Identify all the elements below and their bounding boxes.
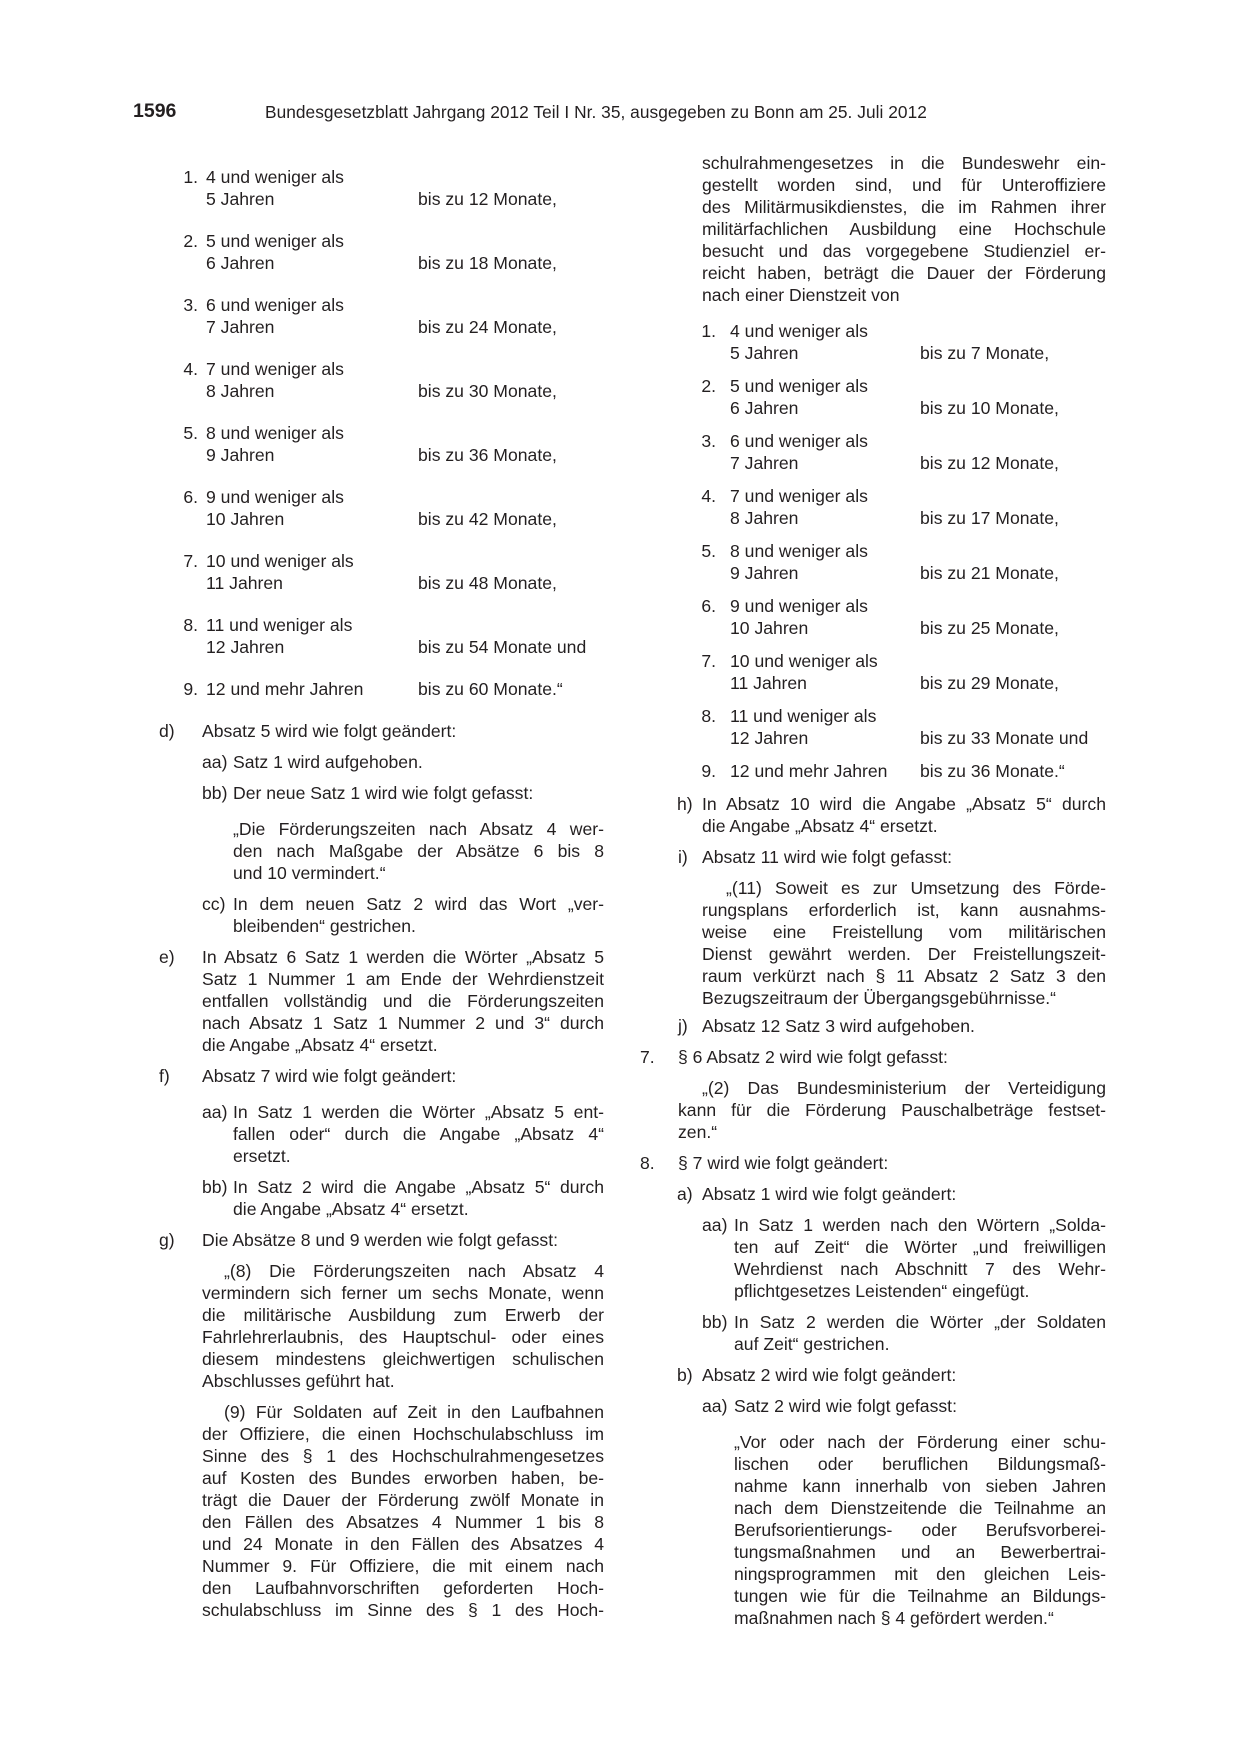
item-d-aa-text: Satz 1 wird aufgehoben. bbox=[233, 752, 423, 772]
text-line: reicht haben, beträgt die Dauer der Förderung bbox=[702, 263, 1106, 283]
schedule-row-duration-years: 12 Jahren bbox=[730, 728, 809, 748]
text-line: den Laufbahnvorschriften geforderten Hoch- bbox=[202, 1578, 604, 1598]
schedule-row-duration: 6 und weniger als bbox=[206, 295, 344, 315]
schedule-row-duration: 8 und weniger als bbox=[206, 423, 344, 443]
item-g-paragraph-9 bbox=[176, 1401, 604, 1621]
item-f-bb-label: bb) bbox=[202, 1177, 228, 1197]
quote-line: tungen wie für die Teilnahme an Bildungs- bbox=[734, 1586, 1106, 1606]
schedule-row bbox=[646, 540, 1106, 584]
schedule-row bbox=[176, 486, 604, 530]
schedule-row-number: 2. bbox=[183, 231, 198, 251]
text-line: schulrahmengesetzes in die Bundeswehr ein- bbox=[702, 153, 1106, 173]
schedule-row-duration-years: 7 Jahren bbox=[206, 317, 275, 337]
schedule-row bbox=[646, 430, 1106, 474]
item-f-aa bbox=[176, 1101, 604, 1167]
schedule-row-duration-years: 11 Jahren bbox=[206, 573, 283, 593]
schedule-row-duration-years: 6 Jahren bbox=[206, 253, 275, 273]
schedule-row bbox=[176, 230, 604, 274]
schedule-row bbox=[176, 422, 604, 466]
schedule-row-duration-years: 12 Jahren bbox=[206, 637, 285, 657]
item-d-cc-label: cc) bbox=[202, 894, 226, 914]
quote-line: nach dem Dienstzeitende die Teilnahme an bbox=[734, 1498, 1106, 1518]
quote-line: „Die Förderungszeiten nach Absatz 4 wer- bbox=[233, 819, 604, 839]
quote-line: „(2) Das Bundesministerium der Verteidigung bbox=[702, 1078, 1106, 1098]
schedule-row-range: bis zu 60 Monate.“ bbox=[418, 679, 563, 699]
right-column bbox=[640, 152, 1106, 1629]
schedule-row bbox=[176, 550, 604, 594]
text-line: ten auf Zeit“ die Wörter „und freiwilligen bbox=[734, 1237, 1106, 1257]
text-line: die militärische Ausbildung zum Erwerb der bbox=[202, 1305, 604, 1325]
schedule-row-duration-years: 9 Jahren bbox=[730, 563, 799, 583]
text-line: bleibenden“ gestrichen. bbox=[233, 916, 416, 936]
quote-line: rungsplans erforderlich ist, kann ausnahms- bbox=[702, 900, 1106, 920]
text-line: fallen oder“ durch die Angabe „Absatz 4“ bbox=[233, 1124, 604, 1144]
text-line: ersetzt. bbox=[233, 1146, 291, 1166]
schedule-row-number: 3. bbox=[701, 431, 716, 451]
schedule-row-range: bis zu 17 Monate, bbox=[920, 508, 1059, 528]
text-line: Satz 1 Nummer 1 am Ende der Wehrdienstzeit bbox=[202, 969, 604, 989]
quote-line: maßnahmen nach § 4 gefördert werden.“ bbox=[734, 1608, 1054, 1628]
quote-line: lischen oder beruflichen Bildungsmaß- bbox=[734, 1454, 1106, 1474]
item-g-paragraph-8 bbox=[176, 1260, 604, 1392]
item-d bbox=[159, 720, 604, 742]
text-line: In Satz 2 wird die Angabe „Absatz 5“ durch bbox=[233, 1177, 604, 1197]
schedule-row-number: 4. bbox=[183, 359, 198, 379]
text-line: die Angabe „Absatz 4“ ersetzt. bbox=[702, 816, 938, 836]
schedule-row-duration: 8 und weniger als bbox=[730, 541, 868, 561]
text-line: (9) Für Soldaten auf Zeit in den Laufbahnen bbox=[224, 1402, 604, 1422]
running-title: Bundesgesetzblatt Jahrgang 2012 Teil I Nr. 35, ausgegeben zu Bonn am 25. Juli 2012 bbox=[265, 102, 927, 122]
item-f bbox=[159, 1065, 604, 1087]
item-g bbox=[159, 1229, 604, 1251]
item-8-b-quote bbox=[646, 1431, 1106, 1629]
quote-line: zen.“ bbox=[678, 1122, 718, 1142]
schedule-row-duration: 11 und weniger als bbox=[206, 615, 353, 635]
item-f-label: f) bbox=[159, 1066, 170, 1086]
item-d-cc bbox=[176, 893, 604, 937]
schedule-row-range: bis zu 54 Monate und bbox=[418, 637, 587, 657]
left-column bbox=[159, 166, 604, 1621]
text-line: die Angabe „Absatz 4“ ersetzt. bbox=[202, 1035, 438, 1055]
item-8-a-bb bbox=[646, 1311, 1106, 1355]
schedule-row-range: bis zu 29 Monate, bbox=[920, 673, 1059, 693]
schedule-row bbox=[176, 614, 604, 658]
schedule-row-range: bis zu 21 Monate, bbox=[920, 563, 1059, 583]
text-line: schulabschluss im Sinne des § 1 des Hoch- bbox=[202, 1600, 604, 1620]
quote-line: ningsprogrammen mit den gleichen Leis- bbox=[734, 1564, 1106, 1584]
item-j bbox=[646, 1015, 1106, 1037]
schedule-row-duration: 6 und weniger als bbox=[730, 431, 868, 451]
item-8-a-aa bbox=[646, 1214, 1106, 1302]
text-line: In Absatz 6 Satz 1 werden die Wörter „Absatz 5 bbox=[202, 947, 604, 967]
text-line: und 24 Monate in den Fällen des Absatzes 4 bbox=[202, 1534, 604, 1554]
item-i bbox=[646, 846, 1106, 868]
item-d-text: Absatz 5 wird wie folgt geändert: bbox=[202, 721, 457, 741]
item-i-text: Absatz 11 wird wie folgt gefasst: bbox=[702, 847, 953, 867]
schedule-row-range: bis zu 36 Monate, bbox=[418, 445, 557, 465]
item-g-text: Die Absätze 8 und 9 werden wie folgt gefasst: bbox=[202, 1230, 558, 1250]
text-line: nach einer Dienstzeit von bbox=[702, 285, 900, 305]
item-8-b-label: b) bbox=[677, 1365, 693, 1385]
item-f-bb bbox=[176, 1176, 604, 1220]
schedule-row-duration: 12 und mehr Jahren bbox=[206, 679, 364, 699]
schedule-row-duration: 11 und weniger als bbox=[730, 706, 877, 726]
text-line: pflichtgesetzes Leistenden“ eingefügt. bbox=[734, 1281, 1030, 1301]
schedule-row-duration-years: 11 Jahren bbox=[730, 673, 807, 693]
item-d-aa bbox=[176, 751, 604, 773]
schedule-row-range: bis zu 12 Monate, bbox=[418, 189, 557, 209]
schedule-row-duration: 4 und weniger als bbox=[206, 167, 344, 187]
schedule-row-number: 5. bbox=[183, 423, 198, 443]
text-line: Nummer 9. Für Offiziere, die mit einem nach bbox=[202, 1556, 604, 1576]
schedule-row-duration: 10 und weniger als bbox=[730, 651, 878, 671]
schedule-row-duration: 9 und weniger als bbox=[730, 596, 868, 616]
item-e bbox=[159, 946, 604, 1056]
schedule-row bbox=[646, 485, 1106, 529]
text-line: „(8) Die Förderungszeiten nach Absatz 4 bbox=[224, 1261, 604, 1281]
text-line: nach Absatz 1 Satz 1 Nummer 2 und 3“ durch bbox=[202, 1013, 604, 1033]
schedule-row-range: bis zu 33 Monate und bbox=[920, 728, 1089, 748]
text-line: der Offiziere, die einen Hochschulabschluss im bbox=[202, 1424, 604, 1444]
item-7-text: § 6 Absatz 2 wird wie folgt gefasst: bbox=[678, 1047, 948, 1067]
item-8-a-text: Absatz 1 wird wie folgt geändert: bbox=[702, 1184, 957, 1204]
schedule-row-number: 8. bbox=[183, 615, 198, 635]
schedule-row-duration-years: 8 Jahren bbox=[730, 508, 799, 528]
schedule-row-number: 6. bbox=[183, 487, 198, 507]
schedule-row-duration-years: 8 Jahren bbox=[206, 381, 275, 401]
schedule-row bbox=[646, 320, 1106, 364]
schedule-row-number: 4. bbox=[701, 486, 716, 506]
text-line: trägt die Dauer der Förderung zwölf Monate in bbox=[202, 1490, 604, 1510]
item-7-label: 7. bbox=[640, 1047, 655, 1067]
text-line: Wehrdienst nach Abschnitt 7 des Wehr- bbox=[734, 1259, 1106, 1279]
page-number: 1596 bbox=[133, 100, 177, 122]
schedule-row-number: 7. bbox=[701, 651, 716, 671]
text-line: auf Kosten des Bundes erworben haben, be- bbox=[202, 1468, 604, 1488]
text-line: militärfachlichen Ausbildung eine Hochschule bbox=[702, 219, 1106, 239]
text-line: vermindern sich ferner um sechs Monate, wenn bbox=[202, 1283, 604, 1303]
schedule-row bbox=[646, 650, 1106, 694]
item-8-b-aa-label: aa) bbox=[702, 1396, 728, 1416]
schedule-row-number: 3. bbox=[183, 295, 198, 315]
quote-line: weise eine Freistellung vom militärischen bbox=[702, 922, 1106, 942]
left-schedule-table bbox=[176, 166, 604, 700]
schedule-row-duration: 5 und weniger als bbox=[730, 376, 868, 396]
quote-line: Bezugszeitraum der Übergangsgebührnisse.“ bbox=[702, 988, 1057, 1008]
quote-line: nahme kann innerhalb von sieben Jahren bbox=[734, 1476, 1106, 1496]
item-8-text: § 7 wird wie folgt geändert: bbox=[678, 1153, 889, 1173]
item-8-a-aa-label: aa) bbox=[702, 1215, 728, 1235]
item-8-b-aa bbox=[646, 1395, 1106, 1417]
schedule-row-duration: 7 und weniger als bbox=[730, 486, 868, 506]
schedule-row bbox=[646, 595, 1106, 639]
quote-line: den nach Maßgabe der Absätze 6 bis 8 bbox=[233, 841, 604, 861]
text-line: In Satz 2 werden die Wörter „der Soldaten bbox=[734, 1312, 1106, 1332]
schedule-row-duration-years: 10 Jahren bbox=[730, 618, 809, 638]
item-7-quote bbox=[646, 1077, 1106, 1143]
right-intro-paragraph bbox=[646, 152, 1106, 306]
quote-line: „Vor oder nach der Förderung einer schu- bbox=[734, 1432, 1106, 1452]
text-line: In Satz 1 werden nach den Wörtern „Solda- bbox=[734, 1215, 1106, 1235]
schedule-row-range: bis zu 25 Monate, bbox=[920, 618, 1059, 638]
schedule-row-range: bis zu 48 Monate, bbox=[418, 573, 557, 593]
item-g-label: g) bbox=[159, 1230, 175, 1250]
schedule-row-range: bis zu 10 Monate, bbox=[920, 398, 1059, 418]
item-h-label: h) bbox=[677, 794, 693, 814]
schedule-row-duration: 10 und weniger als bbox=[206, 551, 354, 571]
text-line: Abschlusses geführt hat. bbox=[202, 1371, 395, 1391]
item-f-text: Absatz 7 wird wie folgt geändert: bbox=[202, 1066, 457, 1086]
schedule-row-number: 7. bbox=[183, 551, 198, 571]
schedule-row-duration-years: 5 Jahren bbox=[206, 189, 275, 209]
item-d-aa-label: aa) bbox=[202, 752, 228, 772]
schedule-row-duration: 12 und mehr Jahren bbox=[730, 761, 888, 781]
item-8 bbox=[640, 1152, 1106, 1174]
quote-line: tungsmaßnahmen und an Bewerbertrai- bbox=[734, 1542, 1106, 1562]
item-d-bb-label: bb) bbox=[202, 783, 228, 803]
schedule-row bbox=[176, 294, 604, 338]
item-8-b-aa-text: Satz 2 wird wie folgt gefasst: bbox=[734, 1396, 957, 1416]
item-8-a-bb-label: bb) bbox=[702, 1312, 728, 1332]
text-line: In Satz 1 werden die Wörter „Absatz 5 ent- bbox=[233, 1102, 604, 1122]
text-line: In Absatz 10 wird die Angabe „Absatz 5“ durch bbox=[702, 794, 1106, 814]
item-i-quote bbox=[646, 877, 1106, 1009]
schedule-row-range: bis zu 12 Monate, bbox=[920, 453, 1059, 473]
schedule-row bbox=[176, 358, 604, 402]
item-7 bbox=[640, 1046, 1106, 1068]
item-f-aa-label: aa) bbox=[202, 1102, 228, 1122]
item-8-a bbox=[646, 1183, 1106, 1205]
schedule-row-duration: 9 und weniger als bbox=[206, 487, 344, 507]
quote-line: „(11) Soweit es zur Umsetzung des Förde- bbox=[726, 878, 1106, 898]
item-j-text: Absatz 12 Satz 3 wird aufgehoben. bbox=[702, 1016, 975, 1036]
item-e-label: e) bbox=[159, 947, 175, 967]
text-line: diesem mindestens gleichwertigen schulischen bbox=[202, 1349, 604, 1369]
item-i-label: i) bbox=[678, 847, 688, 867]
schedule-row-duration: 4 und weniger als bbox=[730, 321, 868, 341]
quote-line: Dienst gewährt werden. Der Freistellungszeit- bbox=[702, 944, 1106, 964]
schedule-row-duration-years: 5 Jahren bbox=[730, 343, 799, 363]
text-line: besucht und das vorgegebene Studienziel er- bbox=[702, 241, 1106, 261]
schedule-row-range: bis zu 24 Monate, bbox=[418, 317, 557, 337]
text-line: Sinne des § 1 des Hochschulrahmengesetzes bbox=[202, 1446, 604, 1466]
text-line: des Militärmusikdienstes, die im Rahmen ihrer bbox=[702, 197, 1106, 217]
schedule-row-range: bis zu 7 Monate, bbox=[920, 343, 1050, 363]
quote-line: Berufsorientierungs- oder Berufsvorberei- bbox=[734, 1520, 1106, 1540]
quote-line: kann für die Förderung Pauschalbeträge festset- bbox=[678, 1100, 1106, 1120]
text-line: In dem neuen Satz 2 wird das Wort „ver- bbox=[233, 894, 604, 914]
quote-line: und 10 vermindert.“ bbox=[233, 863, 386, 883]
schedule-row-range: bis zu 42 Monate, bbox=[418, 509, 557, 529]
schedule-row-number: 6. bbox=[701, 596, 716, 616]
schedule-row-number: 9. bbox=[183, 679, 198, 699]
schedule-row bbox=[646, 760, 1106, 782]
schedule-row-number: 1. bbox=[183, 167, 198, 187]
item-h bbox=[646, 793, 1106, 837]
schedule-row bbox=[646, 705, 1106, 749]
schedule-row bbox=[176, 678, 604, 700]
schedule-row-duration-years: 7 Jahren bbox=[730, 453, 799, 473]
schedule-row-number: 9. bbox=[701, 761, 716, 781]
item-8-label: 8. bbox=[640, 1153, 655, 1173]
item-8-b bbox=[646, 1364, 1106, 1386]
item-d-bb-text: Der neue Satz 1 wird wie folgt gefasst: bbox=[233, 783, 534, 803]
schedule-row-duration-years: 6 Jahren bbox=[730, 398, 799, 418]
schedule-row-range: bis zu 18 Monate, bbox=[418, 253, 557, 273]
text-line: gestellt worden sind, und für Unteroffiziere bbox=[702, 175, 1106, 195]
text-line: die Angabe „Absatz 4“ ersetzt. bbox=[233, 1199, 469, 1219]
schedule-row-duration: 5 und weniger als bbox=[206, 231, 344, 251]
schedule-row-range: bis zu 36 Monate.“ bbox=[920, 761, 1065, 781]
schedule-row-duration: 7 und weniger als bbox=[206, 359, 344, 379]
item-j-label: j) bbox=[678, 1016, 688, 1036]
item-8-a-label: a) bbox=[677, 1184, 693, 1204]
schedule-row-number: 2. bbox=[701, 376, 716, 396]
text-line: auf Zeit“ gestrichen. bbox=[734, 1334, 890, 1354]
text-line: entfallen vollständig und die Förderungszeiten bbox=[202, 991, 604, 1011]
schedule-row-number: 5. bbox=[701, 541, 716, 561]
schedule-row bbox=[646, 375, 1106, 419]
schedule-row-number: 8. bbox=[701, 706, 716, 726]
right-schedule-table bbox=[646, 320, 1106, 782]
item-8-b-text: Absatz 2 wird wie folgt geändert: bbox=[702, 1365, 957, 1385]
text-line: den Fällen des Absatzes 4 Nummer 1 bis 8 bbox=[202, 1512, 604, 1532]
text-line: Fahrlehrerlaubnis, des Hauptschul- oder eines bbox=[202, 1327, 604, 1347]
item-d-label: d) bbox=[159, 721, 175, 741]
schedule-row-duration-years: 10 Jahren bbox=[206, 509, 285, 529]
schedule-row-range: bis zu 30 Monate, bbox=[418, 381, 557, 401]
schedule-row-duration-years: 9 Jahren bbox=[206, 445, 275, 465]
schedule-row bbox=[176, 166, 604, 210]
schedule-row-number: 1. bbox=[701, 321, 716, 341]
item-d-bb-quote bbox=[176, 818, 604, 884]
item-d-bb bbox=[176, 782, 604, 804]
quote-line: raum verkürzt nach § 11 Absatz 2 Satz 3 den bbox=[702, 966, 1106, 986]
